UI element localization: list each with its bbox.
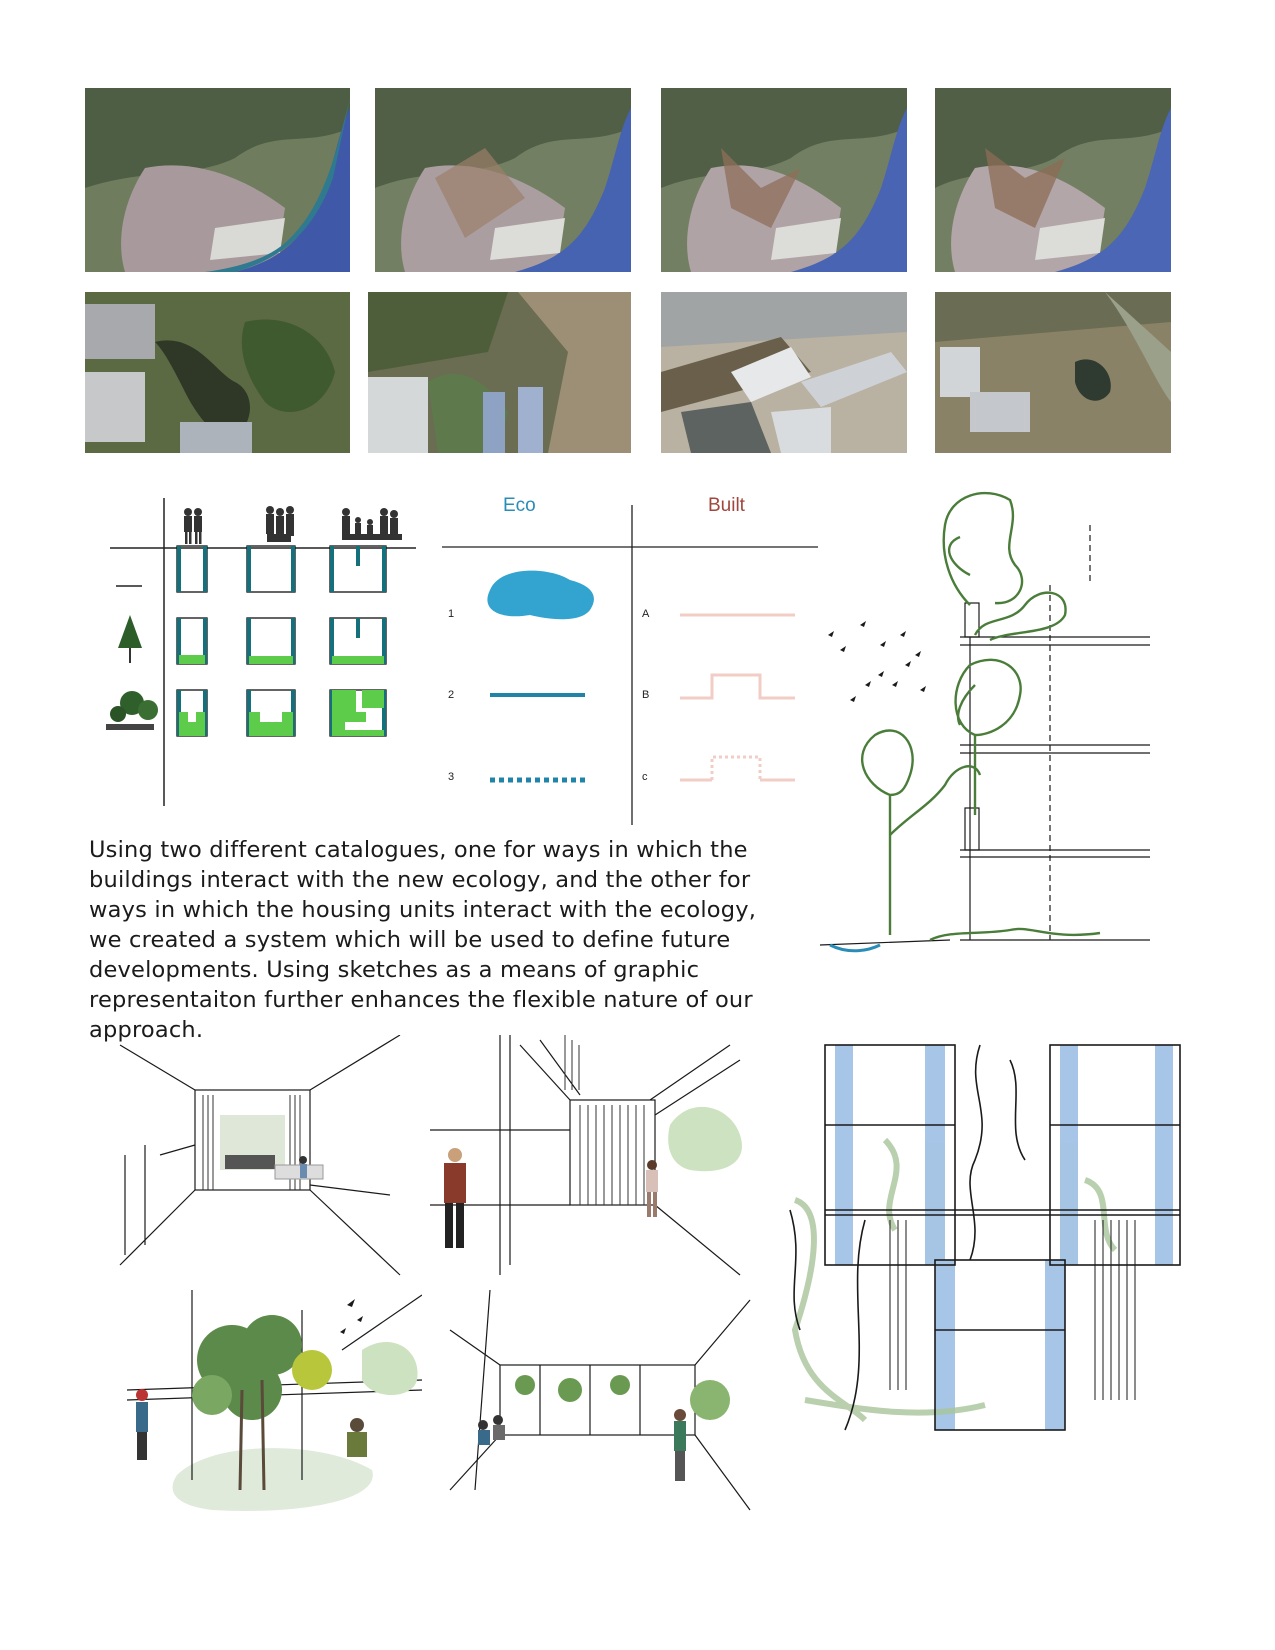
interior-sketch-garden (122, 1290, 422, 1520)
eco-row-label-2: 2 (448, 689, 455, 701)
built-row-label-a: A (642, 608, 650, 620)
interior-sketch-living-room (115, 1035, 405, 1280)
building-facade-sketch (785, 1030, 1195, 1450)
people-icon-group (266, 506, 294, 542)
built-row-label-c: c (642, 771, 648, 783)
person-standing (646, 1160, 658, 1217)
aerial-detail-3 (661, 292, 907, 453)
aerial-detail-4 (935, 292, 1171, 453)
eco-built-catalogue (440, 495, 820, 835)
built-line-b (680, 675, 795, 698)
people-icon-family (342, 508, 402, 540)
project-description: Using two different catalogues, one for ways in which the buildings interact with the new ecology, and the other for ways in which the housing units interact with the ecology, we created a system which will be used to define future developments. Using sketches as a means of graphic representaiton further enhances the flexible nature of our approach. (89, 837, 757, 1043)
aerial-detail-1 (85, 292, 350, 453)
single-tree-icon (118, 615, 142, 663)
birds-icon (340, 1299, 363, 1334)
dense-trees-icon (106, 691, 158, 730)
eco-row-label-1: 1 (448, 608, 455, 620)
person-with-child (674, 1409, 686, 1481)
person-leaning (444, 1148, 466, 1248)
housing-catalogue-grid (100, 490, 420, 810)
satellite-map-1 (85, 88, 350, 272)
built-row-label-b: B (642, 689, 650, 701)
aerial-detail-2 (368, 292, 631, 453)
people-icon-couple (184, 508, 202, 544)
person-reading (347, 1418, 367, 1457)
eco-header: Eco (503, 495, 536, 516)
people-sitting (478, 1415, 505, 1445)
eco-row-label-3: 3 (448, 771, 455, 783)
satellite-map-2 (375, 88, 631, 272)
built-header: Built (708, 495, 745, 516)
built-line-c (712, 757, 760, 780)
satellite-map-4 (935, 88, 1171, 272)
satellite-map-3 (661, 88, 907, 272)
interior-sketch-courtyard (440, 1290, 760, 1520)
birds-flock-icon (828, 621, 926, 702)
eco-pond-shape (487, 571, 594, 620)
interior-sketch-atrium (430, 1035, 760, 1280)
building-section-sketch (810, 485, 1165, 955)
